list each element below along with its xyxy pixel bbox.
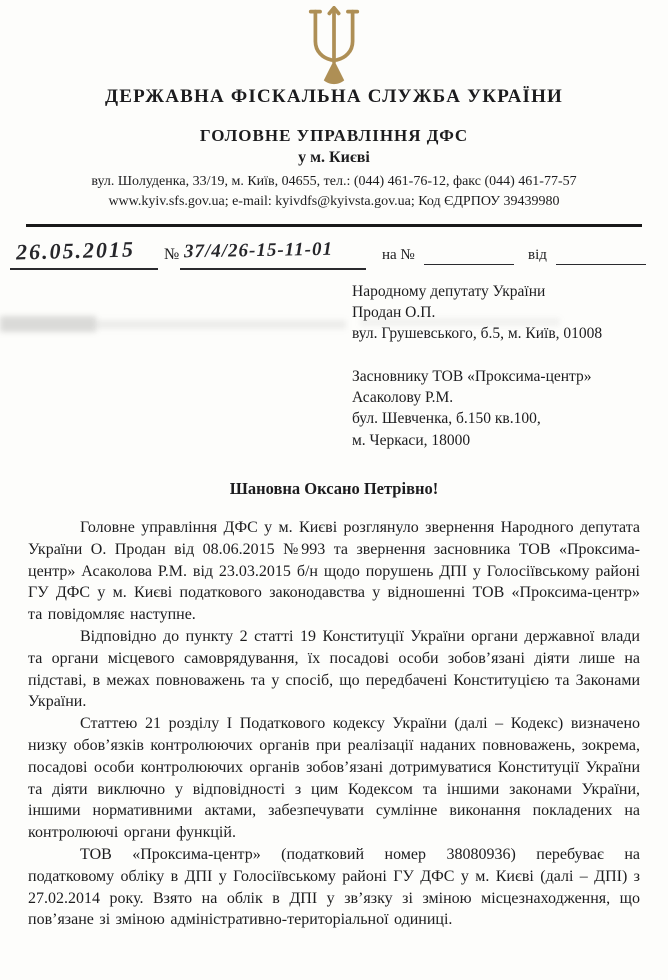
letterhead-divider <box>26 224 642 227</box>
address-line: вул. Шолуденка, 33/19, м. Київ, 04655, тел.: (044) 461-76-12, факс (044) 461-77-57 <box>91 174 577 189</box>
reply-to-label: на № <box>382 247 415 263</box>
recipient-line: Народному депутату України <box>352 283 546 300</box>
recipient-line: бул. Шевченка, б.150 кв.100, <box>352 410 541 428</box>
number-underline <box>180 268 366 270</box>
contacts-line: www.kyiv.sfs.gov.ua; e-mail: kyivdfs@kyivsta.gov.ua; Код ЄДРПОУ 39439980 <box>108 194 560 209</box>
recipient-line: вул. Грушевського, б.5, м. Київ, 01008 <box>352 325 603 343</box>
reply-number-blank <box>424 264 514 265</box>
reply-date-blank <box>556 264 646 265</box>
handwritten-date: 26.05.2015 <box>15 236 136 265</box>
body-paragraph: ТОВ «Проксима-центр» (податковий номер 38080936) перебуває на податковому обліку в ДПІ у Голосіївському районі ГУ ДФС у м. Києві (далі – ДПІ) з 27.02.2014 року. Взято на облік в ДПІ у зв’язку зі зміною місцезнаходження, що пов’язане зі зміною адміністративно-територіальної одиниці. <box>28 845 640 929</box>
department-city: у м. Києві <box>298 149 370 166</box>
department-name: ГОЛОВНЕ УПРАВЛІННЯ ДФС <box>199 126 469 145</box>
recipient-line: Асаколову Р.М. <box>352 389 454 407</box>
org-name: ДЕРЖАВНА ФІСКАЛЬНА СЛУЖБА УКРАЇНИ <box>104 86 564 107</box>
recipient-block-deputy <box>352 281 602 345</box>
reply-from-label: від <box>528 247 547 263</box>
scan-artifact <box>96 320 346 329</box>
recipient-block-founder <box>352 366 592 451</box>
scan-artifact <box>0 316 96 332</box>
handwritten-outgoing-number: 37/4/26-15-11-01 <box>183 238 334 263</box>
body-paragraph: Статтею 21 розділу І Податкового кодексу України (далі – Кодекс) визначено низку обов’язків контролюючих органів при реалізації наданих повноважень, зокрема, посадові особи контролюючих органів зобов’язані дотримуватися Конституції України та діяти виключно у відповідності з цим Кодексом та іншими законами України, іншими нормативними актами, забезпечувати сумлінне виконання покладених на контролюючі органи функцій. <box>28 715 640 842</box>
recipient-line: м. Черкаси, 18000 <box>352 431 471 449</box>
recipient-line: Продан О.П. <box>352 304 436 322</box>
number-sign: № <box>164 246 180 263</box>
body-paragraph: Головне управління ДФС у м. Києві розглянуло звернення Народного депутата України О. Продан від 08.06.2015 №993 та звернення засновника ТОВ «Проксима-центр» Асаколова Р.М. від 23.03.2015 б/н щодо порушень ДПІ у Голосіївському районі ГУ ДФС у м. Києві податкового законодавства у відношенні ТОВ «Проксима-центр» та повідомляє наступне. <box>28 519 640 624</box>
letter-body <box>28 517 640 931</box>
salutation: Шановна Оксано Петрівно! <box>229 479 439 498</box>
body-paragraph: Відповідно до пункту 2 статті 19 Конституції України органи державної влади та органи місцевого самоврядування, їх посадові особи зобов’язані діяти лише на підставі, в межах повноважень та у спосіб, що передбачені Конституцією та Законами України. <box>28 627 640 711</box>
date-underline <box>10 268 158 270</box>
tryzub-emblem-icon <box>306 6 362 91</box>
recipient-line: Засновнику ТОВ «Проксима-центр» <box>352 368 592 385</box>
